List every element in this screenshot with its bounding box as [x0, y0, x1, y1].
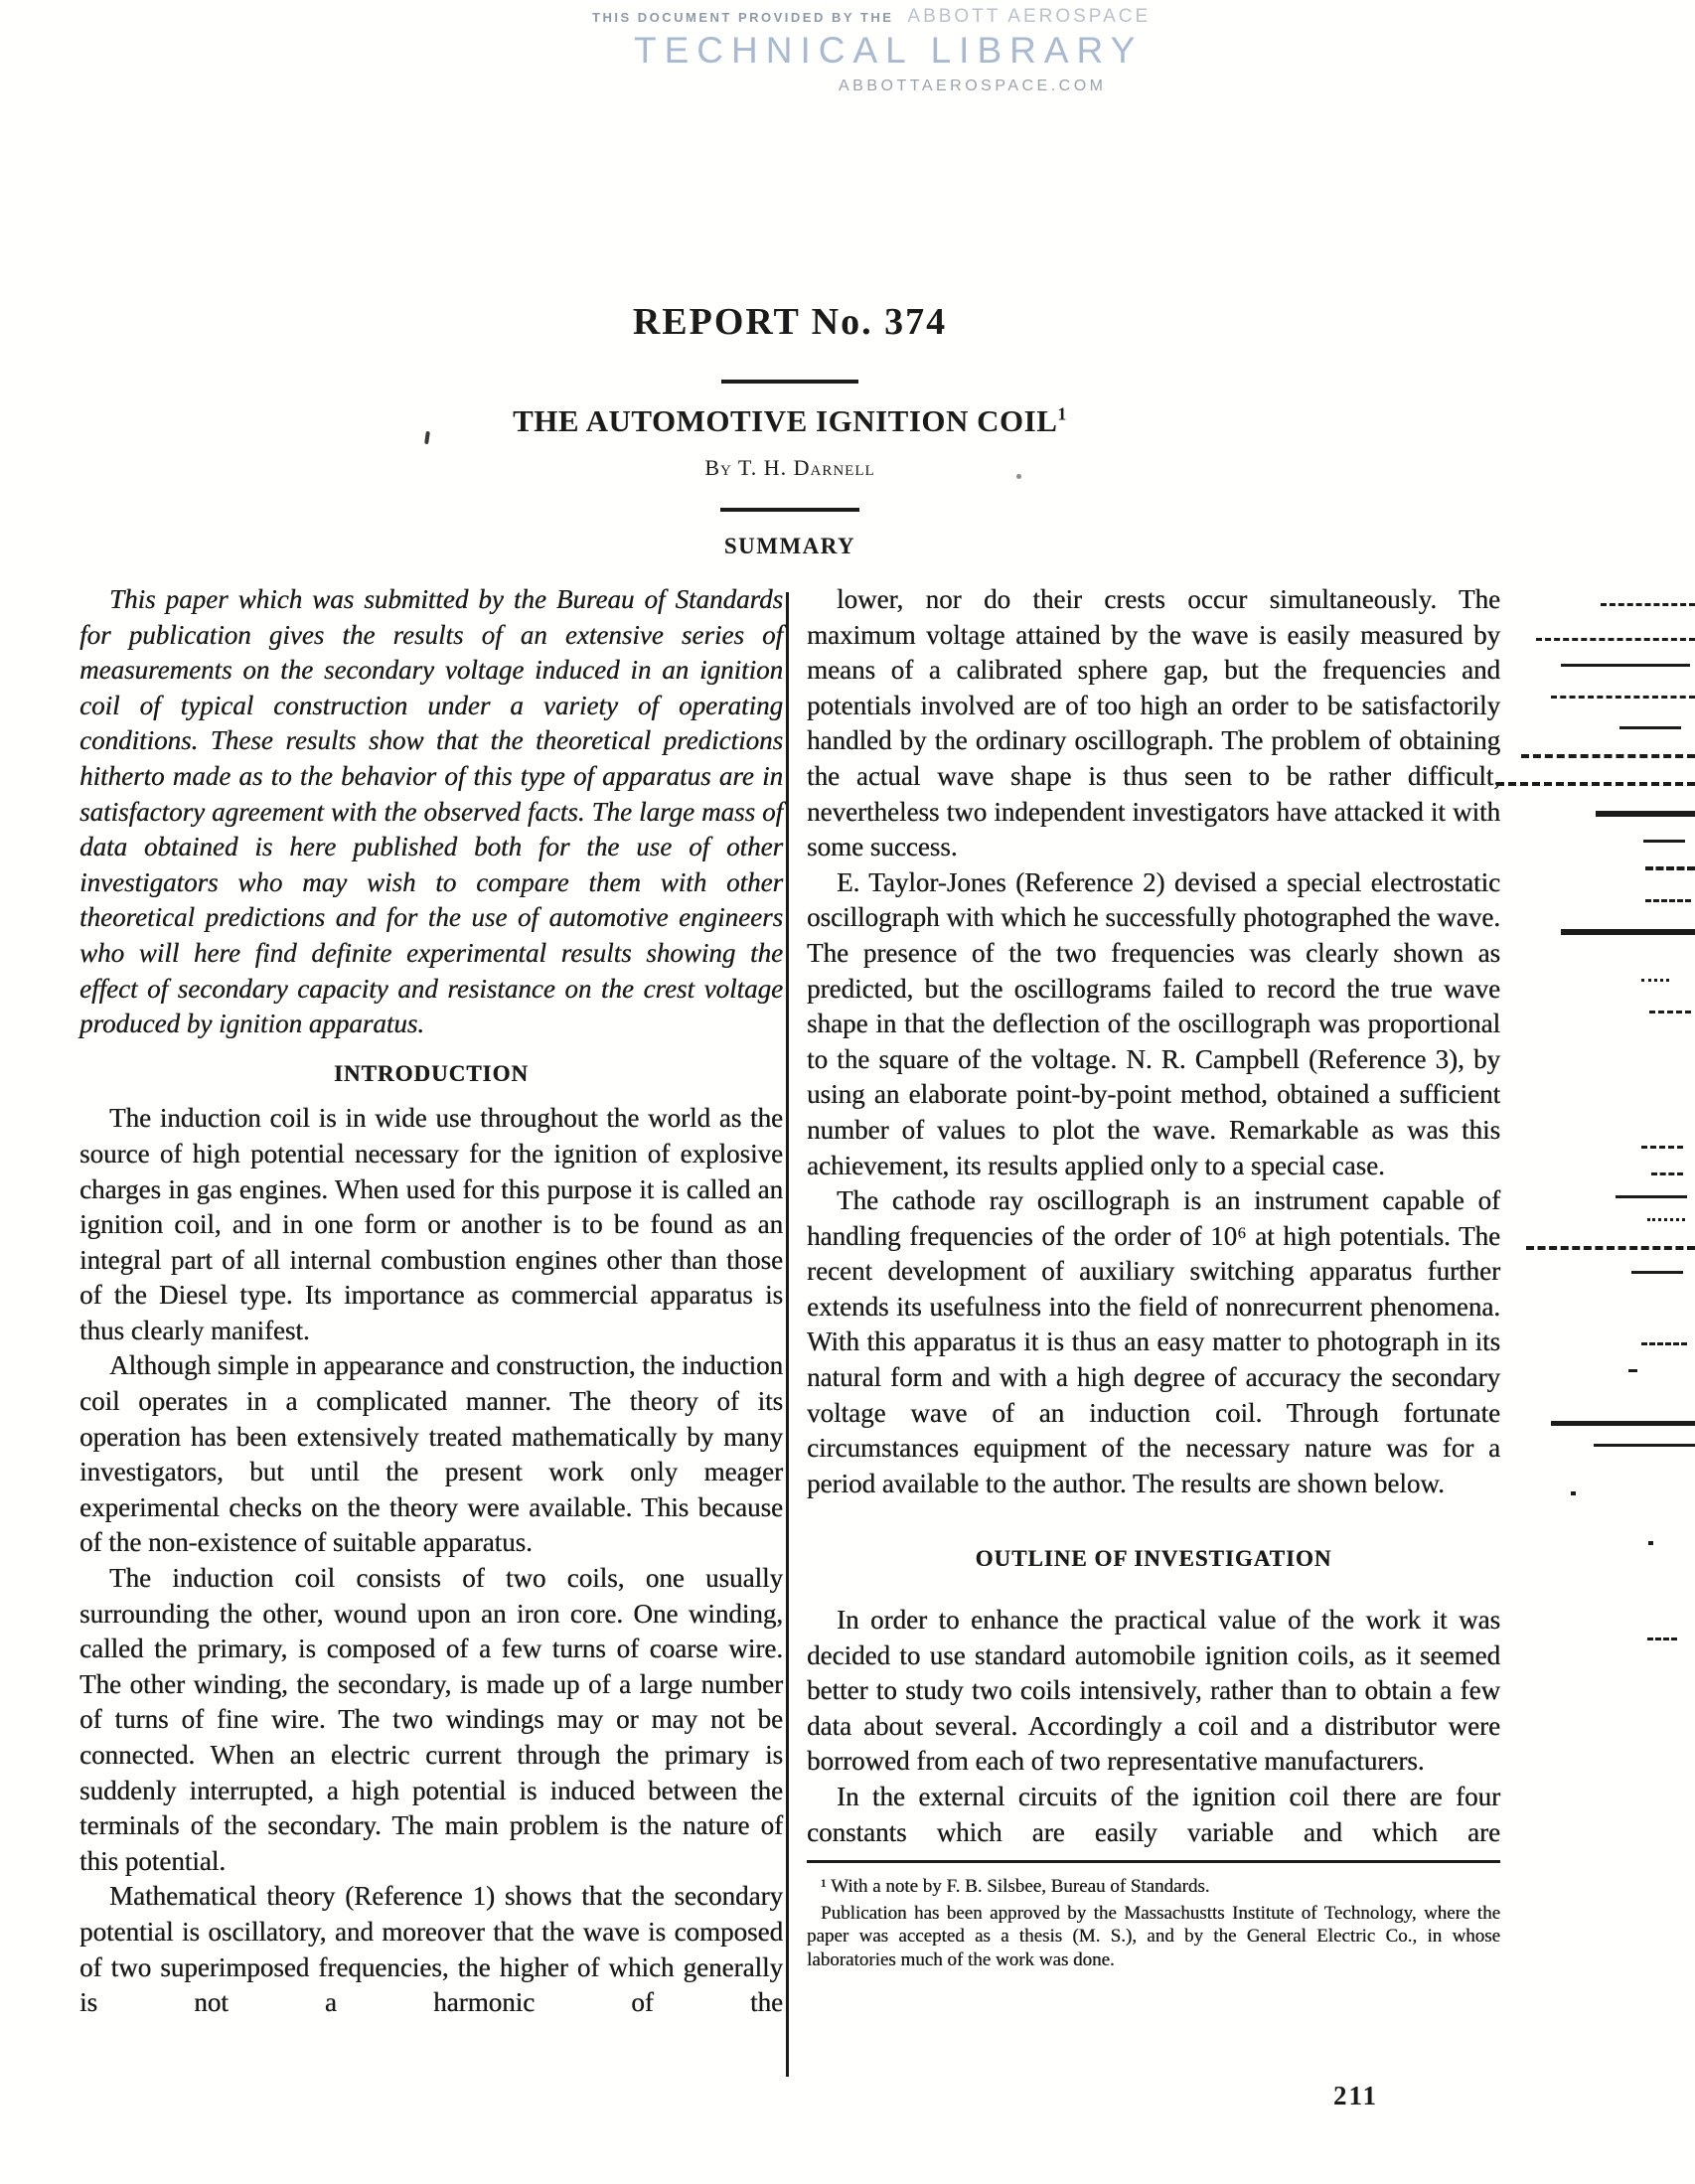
margin-mark — [1645, 899, 1691, 902]
margin-mark — [1601, 603, 1695, 606]
outline-paragraph: In the external circuits of the ignition coil there are four constants which are easily variable and which are — [807, 1782, 1500, 1847]
margin-mark — [1647, 1218, 1685, 1221]
summary-heading: SUMMARY — [723, 534, 856, 558]
footnote-2: Publication has been approved by the Massachustts Institute of Technology, where the paper was accepted as a thesis (M. S.), and by the General Electric Co., in whose laboratories much of the work was done. — [807, 1902, 1500, 1970]
margin-mark — [1628, 1369, 1637, 1372]
margin-mark — [1596, 811, 1695, 817]
body-paragraph: The cathode ray oscillograph is an instrument capable of handling frequencies of the order of 10⁶ at high potentials. The recent development of auxiliary switching apparatus further extends its usefulness into the field of nonrecurrent phenomena. With this apparatus it is thus an easy matter to photograph in its natural form and with a high degree of accuracy the secondary voltage wave of an induction coil. Through fortunate circumstances equipment of the necessary nature was for a period available to the author. The results are shown below. — [807, 1185, 1500, 1498]
margin-mark — [1647, 1638, 1677, 1640]
watermark-provided-by-text: THIS DOCUMENT PROVIDED BY THE — [592, 10, 894, 25]
introduction-paragraph: The induction coil is in wide use throughout the world as the source of high potential necessary for the ignition of explosive charges in gas engines. When used for this purpose it is called an ignition coil, and in one form or another is to be found as an integral part of all internal combustion engines other than those of the Diesel type. Its importance as commercial apparatus is thus clearly manifest. — [79, 1103, 783, 1345]
margin-mark — [1619, 726, 1681, 729]
author-byline: By T. H. Darnell — [704, 455, 875, 480]
title-footnote-reference: 1 — [1057, 403, 1067, 424]
margin-mark — [1561, 929, 1695, 935]
footnote-separator-rule — [807, 1860, 1500, 1863]
margin-mark — [1536, 638, 1695, 641]
margin-mark — [1551, 1421, 1695, 1426]
introduction-paragraph: Mathematical theory (Reference 1) shows that the secondary potential is oscillatory, and moreover that the wave is composed of two superimposed frequencies, the higher of which generally is not a harmonic of the — [79, 1881, 783, 2018]
title-divider-rule — [721, 380, 858, 384]
watermark — [592, 6, 1152, 95]
margin-mark — [1643, 840, 1685, 843]
margin-mark — [1645, 866, 1695, 870]
margin-mark — [1641, 979, 1669, 982]
margin-mark — [1641, 1342, 1687, 1345]
margin-mark — [1521, 754, 1695, 758]
left-column — [79, 582, 783, 2021]
introduction-paragraph: The induction coil consists of two coils, one usually surrounding the other, wound upon an iron core. One winding, called the primary, is composed of a few turns of coarse wire. The other winding, the secondary, is made up of a large number of turns of fine wire. The two windings may or may not be connected. When an electric current through the primary is suddenly interrupted, a high potential is induced between the terminals of the secondary. The main problem is the nature of this potential. — [79, 1563, 783, 1876]
watermark-brand-text: ABBOTT AEROSPACE — [907, 6, 1152, 27]
margin-mark — [1651, 1172, 1683, 1175]
margin-mark — [1496, 782, 1695, 786]
outline-paragraph: In order to enhance the practical value of the work it was decided to use standard automobile ignition coils, as it seemed better to study two coils intensively, rather than to obtain a few data about several. Accordingly a coil and a distributor were borrowed from each of two representative manufacturers. — [807, 1605, 1500, 1777]
footnotes — [807, 1875, 1500, 1971]
right-column — [807, 582, 1500, 1974]
margin-mark — [1526, 1246, 1695, 1250]
margin-mark — [1594, 1444, 1695, 1447]
outline-heading: OUTLINE OF INVESTIGATION — [975, 1546, 1332, 1572]
margin-mark — [1649, 1011, 1691, 1014]
body-paragraph: E. Taylor-Jones (Reference 2) devised a special electrostatic oscillograph with which he successfully photographed the wave. The presence of the two frequencies was clearly shown as predicted, but the oscillograms failed to record the true wave shape in that the deflection of the oscillograph was proportional to the square of the voltage. N. R. Campbell (Reference 3), by using an elaborate point-by-point method, obtained a sufficient number of values to plot the wave. Remarkable as was this achievement, its results applied only to a special case. — [807, 866, 1500, 1180]
page-number: 211 — [1333, 2081, 1379, 2110]
watermark-top-line — [592, 6, 1152, 28]
column-divider-rule — [786, 592, 789, 2077]
margin-mark — [1571, 1491, 1576, 1495]
introduction-paragraph: Although simple in appearance and construction, the induction coil operates in a complicated manner. The theory of its operation has been extensively treated mathematically by many investigators, but until the present work only meager experimental checks on the theory were available. This because of the non-existence of suitable apparatus. — [79, 1350, 783, 1558]
margin-mark — [1616, 1195, 1687, 1198]
summary-paragraph: This paper which was submitted by the Bureau of Standards for publication gives the results of an extensive series of measurements on the secondary voltage induced in an ignition coil of typical construction under a variety of operating conditions. These results show that the theoretical predictions hitherto made as to the behavior of this type of apparatus are in satisfactory agreement with the observed facts. The large mass of data obtained is here published both for the use of other investigators who may wish to compare them with other theoretical predictions and for the use of automotive engineers who will here find definite experimental results showing the effect of secondary capacity and resistance on the crest voltage produced by ignition apparatus. — [79, 584, 783, 1039]
margin-mark — [1561, 664, 1690, 667]
watermark-library-text: TECHNICAL LIBRARY — [634, 30, 1144, 71]
paper-title-text: THE AUTOMOTIVE IGNITION COIL — [513, 403, 1058, 438]
watermark-site-text: ABBOTTAEROSPACE.COM — [839, 78, 1107, 94]
margin-mark — [1551, 696, 1695, 699]
paper-title — [79, 403, 1500, 439]
footnote-1: ¹ With a note by F. B. Silsbee, Bureau of Standards. — [821, 1876, 1210, 1898]
margin-mark — [1648, 1541, 1653, 1545]
body-paragraph: lower, nor do their crests occur simultaneously. The maximum voltage attained by the wave is easily measured by means of a calibrated sphere gap, but the frequencies and potentials involved are of too high an order to be satisfactorily handled by the ordinary oscillograph. The problem of obtaining the actual wave shape is thus seen to be rather difficult, nevertheless two independent investigators have attacked it with some success. — [807, 584, 1500, 862]
byline-divider-rule — [720, 508, 859, 512]
report-number-title: REPORT No. 374 — [632, 301, 948, 343]
introduction-heading: INTRODUCTION — [333, 1060, 530, 1086]
margin-mark — [1641, 1146, 1683, 1149]
margin-mark — [1631, 1271, 1683, 1274]
